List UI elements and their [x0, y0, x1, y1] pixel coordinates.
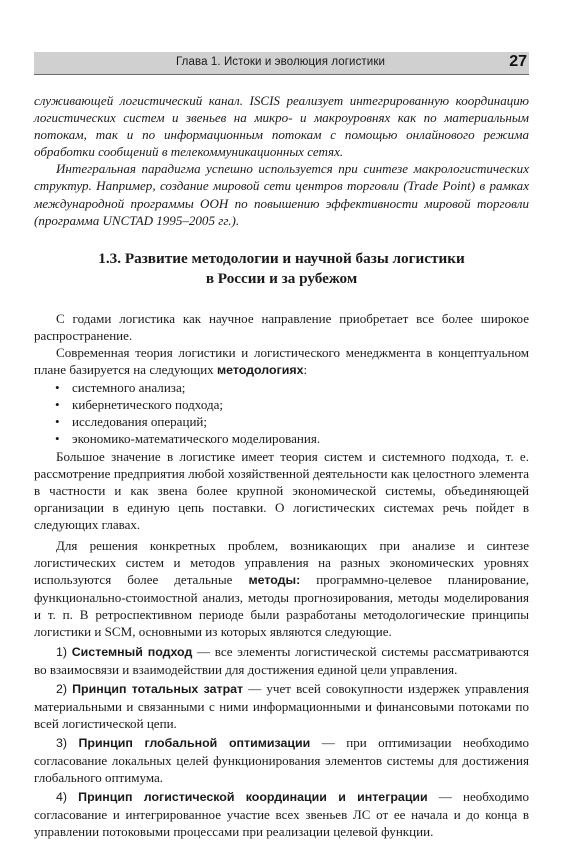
section-heading-line-1: 1.3. Развитие методологии и научной базы логистики: [98, 249, 465, 267]
principle-item: [34, 788, 529, 840]
body-paragraph-4: [34, 537, 529, 641]
book-page: [34, 52, 529, 841]
body-paragraph-1: С годами логистика как научное направление приобретает все более широкое распространение.: [34, 310, 529, 343]
bullet-icon: •: [55, 414, 60, 430]
body-p4-text-b: программно-целевое планирование, функционально-стоимостной анализ, методы прогнозирования, методы моделирования и т. п. В ретроспективном периоде были разработаны методологические принципы логистики и SCM, основными из которых являются следующие.: [34, 572, 530, 640]
list-item: [34, 430, 529, 447]
principle-name: Принцип тотальных затрат: [72, 681, 244, 696]
bullet-icon: •: [55, 397, 60, 413]
list-item-text: исследования операций;: [72, 414, 208, 430]
list-item: [34, 379, 529, 396]
body-paragraph-2: [34, 344, 529, 379]
intro-p1-text-c: логистических систем и звеньев на микро- и макроуровнях как по материальным потокам, так и по информационным потокам с помощью онлайнового режима обработки сообщений в телекоммуникационных сетях.: [34, 110, 529, 160]
chapter-title: Глава 1. Истоки и эволюция логистики: [176, 56, 385, 68]
page-number: 27: [509, 53, 527, 70]
principle-text: — учет всей совокупности издержек управления материальными и связанными с ними информационными и финансовыми потоками по всей логистической цепи.: [34, 680, 530, 731]
intro-p1-text-b: ISCIS реализует интегрированную координацию: [249, 93, 529, 108]
bullet-icon: •: [55, 380, 60, 396]
list-item-text: системного анализа;: [72, 380, 186, 396]
intro-p1-text-a: служивающей логистический канал.: [34, 93, 250, 108]
principle-name: Принцип глобальной оптимизации: [78, 736, 311, 750]
section-heading: [34, 249, 529, 289]
body-p2-colon: :: [303, 362, 308, 378]
principle-name: Принцип логистической координации и интеграции: [78, 790, 428, 805]
principle-text: — все элементы логистической системы рассматриваются во взаимосвязи и взаимодействии для достижения единой цели управления.: [34, 643, 529, 677]
principle-item: [34, 643, 529, 678]
methodologies-list: [34, 379, 529, 447]
principle-number: 3): [56, 736, 68, 750]
methods-term: методы:: [248, 573, 301, 588]
body-p2-text: Современная теория логистики и логистического менеджмента в концептуальном плане базируется на следующих: [34, 344, 529, 378]
principle-text: — при оптимизации необходимо согласование локальных целей функционирования элементов системы для достижения глобального оптимума.: [34, 735, 529, 786]
intro-paragraph-2: [34, 160, 529, 228]
principle-name: Системный подход: [71, 644, 193, 659]
intro-p2-text-a: Интегральная парадигма: [56, 161, 207, 177]
intro-paragraph-1: [34, 92, 529, 160]
list-item: [34, 413, 529, 430]
principle-number: 1): [56, 644, 68, 659]
principle-number: 2): [56, 681, 68, 696]
principle-number: 4): [56, 790, 68, 805]
principle-text: — необходимо согласование и интегрированное участие всех звеньев ЛС от ее начала и до конца в управлении потоковыми процессами при реализации целевой функции.: [34, 789, 529, 840]
principle-item: [34, 680, 529, 732]
body-paragraph-3: Большое значение в логистике имеет теория систем и системного подхода, т. е. рассмотрение предприятия любой хозяйственной деятельности как целостного элемента в частности и как звена более крупной экономической системы, объединяющей организации в единую цепь поставки. О логистических системах речь пойдет в следующих главах.: [34, 448, 529, 532]
section-heading-line-2: в России и за рубежом: [205, 269, 358, 287]
bullet-icon: •: [55, 431, 60, 447]
intro-p2-text-b: успешно используется при синтезе макрологистических структур. Например, создание мировой сети центров торговли (Trade Point) в рамках международной программы ООН по повышению эффективности мировой торговли (программа UNCTAD 1995–2005 гг.).: [34, 161, 529, 228]
principle-item: [34, 734, 529, 786]
body-p4-text-a: Для решения конкретных проблем, возникающих при анализе и синтезе логистических систем и методов управления на разных экономических уровнях используются более детальные: [34, 537, 529, 588]
list-item-text: кибернетического подхода;: [72, 397, 224, 413]
list-item-text: экономико-математического моделирования.: [72, 431, 321, 447]
running-header: [34, 52, 529, 75]
methodologies-term: методологиях: [216, 363, 304, 378]
page-text: [34, 92, 529, 841]
list-item: [34, 396, 529, 413]
